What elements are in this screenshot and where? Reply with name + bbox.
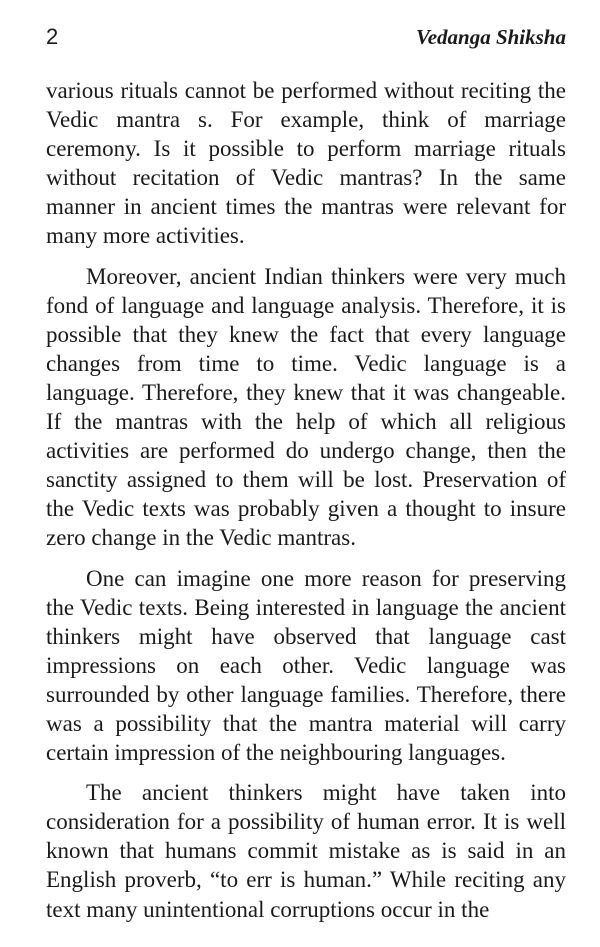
paragraph-2: Moreover, ancient Indian thinkers were very much fond of language and language analysis. Therefore, it is possible that they knew the fact that every language changes from time to time. Vedic language is a language. Therefore, they knew that it was changeable. If the mantras with the help of which all religious activities are performed do undergo change, then the sanctity assigned to them will be lost. Preservation of the Vedic texts was probably given a thought to insure zero change in the Vedic mantras.: [46, 263, 566, 551]
running-title: Vedanga Shiksha: [416, 25, 566, 49]
paragraph-4: The ancient thinkers might have taken into consideration for a possibility of human error. It is well known that humans commit mistake as is said in an English proverb, “to err is human.” While reciting any text many unintentional corruptions occur in the: [46, 780, 566, 922]
paragraph-1: various rituals cannot be performed without reciting the Vedic mantra s. For example, think of marriage ceremony. Is it possible to perform marriage rituals without recitation of Vedic mantras? In the same manner in ancient times the mantras were relevant for many more activities.: [46, 78, 566, 249]
page-number: 2: [46, 24, 59, 49]
paragraph-3: One can imagine one more reason for preserving the Vedic texts. Being interested in language the ancient thinkers might have observed that language cast impressions on each other. Vedic language was surrounded by other language families. Therefore, there was a possibility that the mantra material will carry certain impression of the neighbouring languages.: [46, 565, 566, 766]
page-header: [46, 24, 566, 56]
body-text: [46, 76, 566, 935]
